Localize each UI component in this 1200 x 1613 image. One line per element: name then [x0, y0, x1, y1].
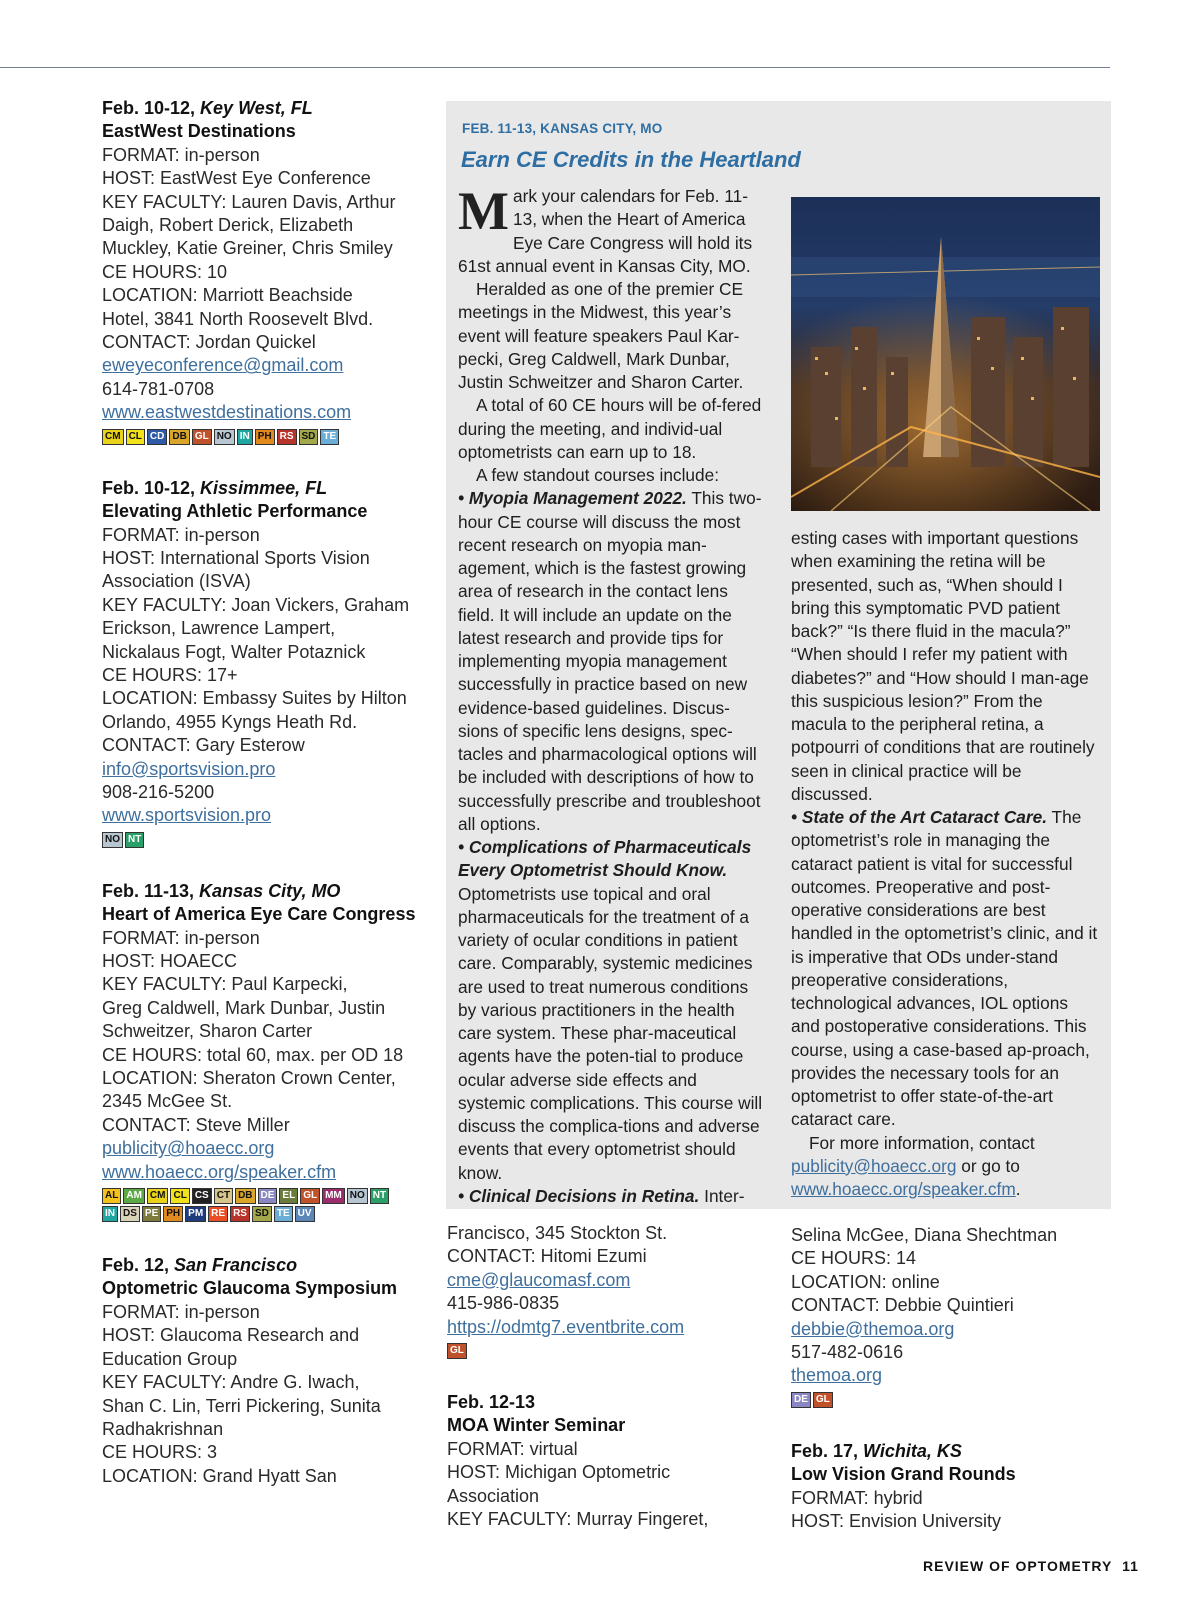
listing-details: FORMAT: in-person HOST: HOAECC KEY FACULTY: Paul Karpecki, Greg Caldwell, Mark Dunbar, Justin Schweitzer, Sharon Carter CE HOURS: total 60, max. per OD 18 LOCATION: Sheraton Crown Center, 2345 McGee St. CONTACT: Steve Miller — [102, 927, 404, 1135]
email-link[interactable]: eweyeconference@gmail.com — [102, 355, 344, 376]
course-title: • Clinical Decisions in Retina. — [458, 1185, 700, 1206]
course-code-badge: NO — [214, 429, 235, 445]
page-number: 11 — [1122, 1558, 1139, 1574]
course-code-badge: DS — [120, 1206, 140, 1222]
course-code-badge: NT — [370, 1188, 389, 1204]
listings-column-2 — [447, 1222, 767, 1563]
course-code-badge: IN — [102, 1206, 118, 1222]
drop-cap: M — [458, 181, 509, 241]
page-footer — [923, 1558, 1139, 1574]
website-link[interactable]: www.eastwestdestinations.com — [102, 402, 352, 423]
listing-moa-winter: Feb. 12-13 MOA Winter Seminar FORMAT: virtual HOST: Michigan Optometric Association KEY FACULTY: Murray Fingeret, — [447, 1391, 767, 1531]
course-title: • Complications of Pharmaceuticals Every Optometrist Should Know. — [458, 837, 752, 881]
sidebar-headline: Earn CE Credits in the Heartland — [461, 147, 801, 172]
email-link[interactable]: publicity@hoaecc.org — [102, 1138, 275, 1159]
listing-details: FORMAT: in-person HOST: International Sports Vision Association (ISVA) KEY FACULTY: Joan Vickers, Graham Erickson, Lawrence Lampert, Nickalaus Fogt, Walter Potaznick CE HOURS: 17+ LOCATION: Embassy Suites by Hilton Orlando, 4955 Kyngs Heath Rd. CONTACT: Gary Esterow — [102, 524, 410, 756]
course-code-badge: CL — [126, 429, 145, 445]
listing-date: Feb. 12-13 — [447, 1392, 536, 1413]
email-link[interactable]: cme@glaucomasf.com — [447, 1269, 631, 1290]
listing-title: Elevating Athletic Performance — [102, 501, 368, 522]
course-code-badge: CM — [147, 1188, 169, 1204]
course-codes — [447, 1343, 747, 1359]
listing-date: Feb. 12, San Francisco — [102, 1255, 298, 1276]
listings-column-3 — [791, 1224, 1111, 1565]
listing-hoaecc — [102, 880, 427, 1222]
course-code-badge: PM — [185, 1206, 206, 1222]
listing-date: Feb. 10-12, Key West, FL — [102, 98, 313, 118]
course-title: • Myopia Management 2022. — [458, 488, 687, 509]
course-code-badge: EL — [279, 1188, 298, 1204]
listing-title: Low Vision Grand Rounds — [791, 1464, 1016, 1485]
course-codes — [102, 429, 402, 445]
phone-number: 415-986-0835 — [447, 1293, 560, 1314]
website-link[interactable]: https://odmtg7.eventbrite.com — [447, 1316, 685, 1337]
course-code-badge: SD — [252, 1206, 272, 1222]
course-code-badge: RS — [277, 429, 297, 445]
listing-title: Optometric Glaucoma Symposium — [102, 1278, 398, 1299]
listing-title: MOA Winter Seminar — [447, 1415, 626, 1436]
course-code-badge: PH — [255, 429, 275, 445]
course-code-badge: TE — [274, 1206, 293, 1222]
listing-date: Feb. 11-13, Kansas City, MO — [102, 880, 341, 901]
course-code-badge: PE — [142, 1206, 161, 1222]
course-code-badge: GL — [813, 1392, 833, 1408]
phone-number: 517-482-0616 — [791, 1342, 904, 1363]
listing-date: Feb. 17, Wichita, KS — [791, 1440, 962, 1461]
sidebar-text-column-2: esting cases with important questions when examining the retina will be presented, such as, “When should I bring this symptomatic PVD patient back?” “Is there fluid in the macula?” “When should I refer my patient with diabetes?” and “How should I man-age this suspicious lesion?” From the macula to the peripheral retina, a potpourri of conditions that are routinely seen in clinical practice will be discussed. • State of the Art Cataract Care. The optometrist’s role in managing the cataract patient is vital for successful outcomes. Preoperative and post-operative considerations are best handled in the optometrist’s clinic, and it is imperative that ODs under-stand preoperative considerations, technological advances, IOL options and postoperative considerations. This course, using a case-based ap-proach, provides the necessary tools for an optometrist to offer state-of-the-art cataract care. For more information, contact publicity@hoaecc.org or go to www.hoaecc.org/speaker.cfm. — [791, 528, 1098, 1199]
course-code-badge: GL — [447, 1343, 467, 1359]
listing-glaucoma-continued: Francisco, 345 Stockton St. CONTACT: Hitomi Ezumi cme@glaucomasf.com 415-986-0835 https://odmtg7.eventbrite.com GL — [447, 1222, 767, 1359]
website-link[interactable]: www.hoaecc.org/speaker.cfm — [102, 1161, 337, 1182]
listing-sportsvision — [102, 477, 427, 848]
course-code-badge: UV — [295, 1206, 315, 1222]
course-code-badge: DE — [791, 1392, 811, 1408]
listing-title: Heart of America Eye Care Congress — [102, 904, 416, 925]
website-link[interactable]: www.sportsvision.pro — [102, 805, 272, 826]
course-code-badge: RE — [208, 1206, 228, 1222]
course-title: • State of the Art Cataract Care. — [791, 807, 1048, 827]
course-code-badge: NO — [347, 1188, 368, 1204]
course-code-badge: GL — [192, 429, 212, 445]
course-codes — [102, 832, 402, 848]
publication-name: REVIEW OF OPTOMETRY — [923, 1558, 1113, 1574]
listing-details: FORMAT: in-person HOST: Glaucoma Research and Education Group KEY FACULTY: Andre G. Iwach, Shan C. Lin, Terri Pickering, Sunita Radhakrishnan CE HOURS: 3 LOCATION: Grand Hyatt San — [102, 1301, 381, 1486]
sidebar-kicker: FEB. 11-13, KANSAS CITY, MO — [462, 121, 663, 136]
course-codes — [102, 1188, 402, 1222]
course-code-badge: TE — [320, 429, 339, 445]
listing-moa-continued: Selina McGee, Diana Shechtman CE HOURS: 14 LOCATION: online CONTACT: Debbie Quintieri debbie@themoa.org 517-482-0616 themoa.org DE GL — [791, 1224, 1111, 1408]
header-rule — [0, 67, 1110, 68]
course-code-badge: RS — [230, 1206, 250, 1222]
course-code-badge: CT — [214, 1188, 233, 1204]
speaker-page-link[interactable]: www.hoaecc.org/speaker.cfm — [791, 1179, 1016, 1199]
listing-glaucoma-symposium — [102, 1254, 427, 1488]
course-code-badge: GL — [300, 1188, 320, 1204]
website-link[interactable]: themoa.org — [791, 1365, 883, 1386]
city-night-photo — [791, 197, 1100, 511]
listing-title: EastWest Destinations — [102, 121, 296, 142]
listing-eastwest — [102, 97, 427, 445]
course-code-badge: SD — [299, 429, 319, 445]
course-code-badge: IN — [237, 429, 253, 445]
course-code-badge: CD — [147, 429, 167, 445]
course-code-badge: NT — [125, 832, 144, 848]
feature-sidebar — [446, 101, 1111, 1209]
course-code-badge: CS — [192, 1188, 212, 1204]
email-link[interactable]: debbie@themoa.org — [791, 1318, 955, 1339]
sidebar-text-column-1: Mark your calendars for Feb. 11-13, when the Heart of America Eye Care Congress will hold its 61st annual event in Kansas City, MO. Heralded as one of the premier CE meetings in the Midwest, this year’s event will feature speakers Paul Kar-pecki, Greg Caldwell, Mark Dunbar, Justin Schweitzer and Sharon Carter. A total of 60 CE hours will be of-fered during the meeting, and individ-ual optometrists can earn up to 18. A few standout courses include: • Myopia Management 2022. This two-hour CE course will discuss the most recent research on myopia man-agement, which is the fastest growing area of research in the contact lens field. It will include an update on the latest research and provide tips for implementing myopia management successfully in practice based on new evidence-based guidelines. Discus-sions of specific lens designs, spec-tacles and pharmacological options will be included with descriptions of how to successfully prescribe and troubleshoot all options. • Complications of Pharmaceuticals Every Optometrist Should Know. Optometrists use topical and oral pharmaceuticals for the treatment of a variety of ocular conditions in patient care. Comparably, systemic medicines are used to treat numerous conditions by various practitioners in the health care system. These phar-maceutical agents have the poten-tial to produce ocular adverse side effects and systemic complications. This course will discuss the complica-tions and adverse events that every optometrist should know. • Clinical Decisions in Retina. Inter- — [458, 181, 763, 1206]
listing-date: Feb. 10-12, Kissimmee, FL — [102, 477, 328, 498]
course-code-badge: NO — [102, 832, 123, 848]
course-code-badge: DE — [258, 1188, 278, 1204]
listings-column-1 — [102, 97, 427, 1520]
course-code-badge: AM — [123, 1188, 145, 1204]
publicity-email-link[interactable]: publicity@hoaecc.org — [791, 1155, 957, 1176]
listing-low-vision: Feb. 17, Wichita, KS Low Vision Grand Rounds FORMAT: hybrid HOST: Envision University — [791, 1440, 1111, 1534]
course-codes — [791, 1392, 1091, 1408]
email-link[interactable]: info@sportsvision.pro — [102, 758, 276, 779]
phone-number: 614-781-0708 — [102, 378, 215, 399]
listing-details: FORMAT: in-person HOST: EastWest Eye Conference KEY FACULTY: Lauren Davis, Arthur Daigh, Robert Derick, Elizabeth Muckley, Katie Greiner, Chris Smiley CE HOURS: 10 LOCATION: Marriott Beachside Hotel, 3841 North Roosevelt Blvd. CONTACT: Jordan Quickel — [102, 144, 396, 353]
course-code-badge: DB — [235, 1188, 255, 1204]
course-code-badge: MM — [322, 1188, 345, 1204]
course-code-badge: CL — [170, 1188, 189, 1204]
course-code-badge: PH — [163, 1206, 183, 1222]
phone-number: 908-216-5200 — [102, 781, 215, 802]
course-code-badge: AL — [102, 1188, 121, 1204]
course-code-badge: CM — [102, 429, 124, 445]
course-code-badge: DB — [169, 429, 189, 445]
